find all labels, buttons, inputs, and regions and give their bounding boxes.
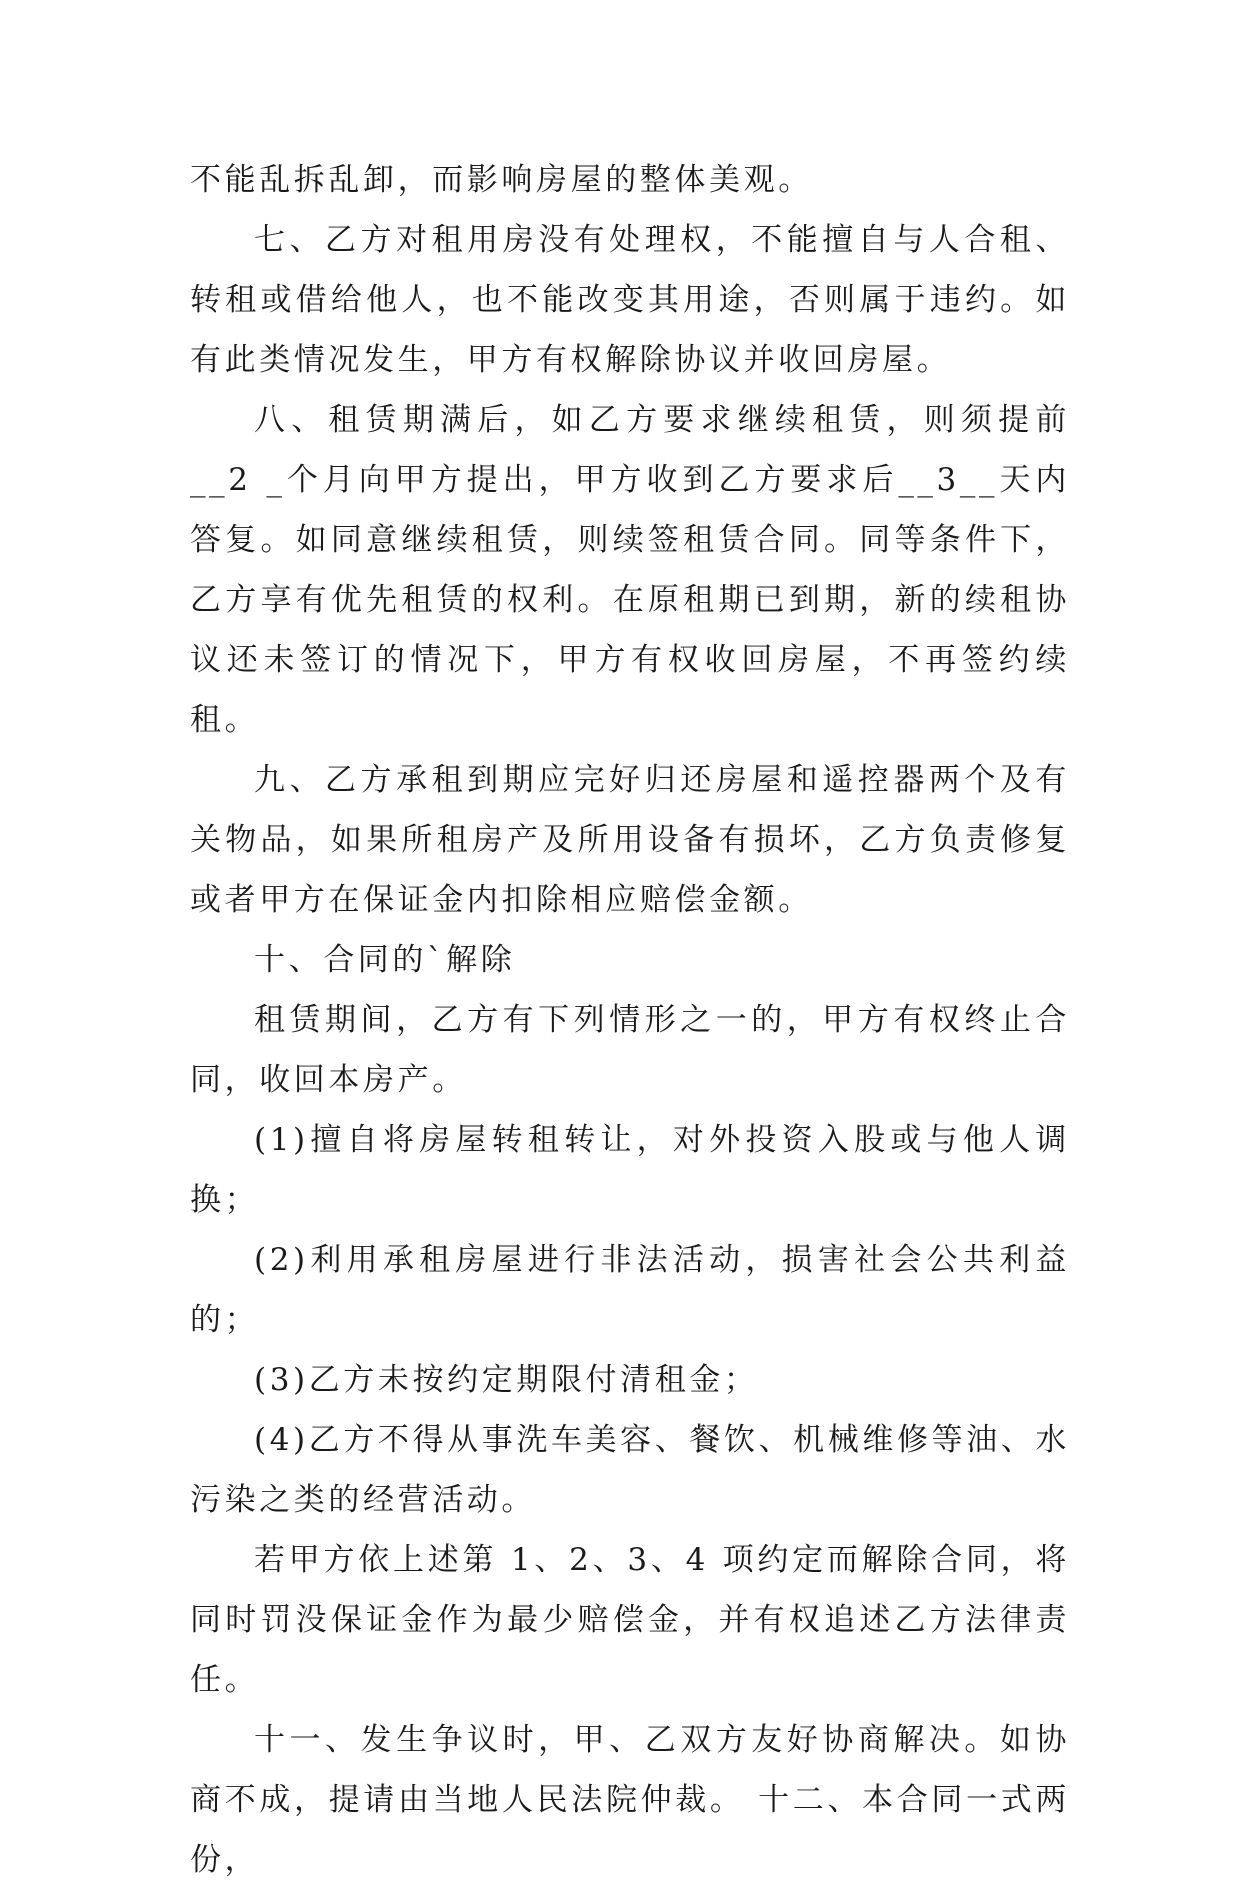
clause-8: 八、租赁期满后，如乙方要求继续租赁，则须提前__2 _个月向甲方提出，甲方收到乙方要求后__3__天内答复。如同意继续租赁，则续签租赁合同。同等条件下，乙方享有优先租赁的权利。在原租期已到期，新的续租协议还未签订的情况下，甲方有权收回房屋，不再签约续租。 xyxy=(190,402,1070,738)
clause-10-heading: 十、合同的`解除 xyxy=(254,942,516,978)
paragraph-continuation: 不能乱拆乱卸，而影响房屋的整体美观。 xyxy=(190,162,813,198)
clause-9: 九、乙方承租到期应完好归还房屋和遥控器两个及有关物品，如果所租房产及所用设备有损坏，乙方负责修复或者甲方在保证金内扣除相应赔偿金额。 xyxy=(190,762,1070,918)
clause-10-intro: 租赁期间，乙方有下列情形之一的，甲方有权终止合同，收回本房产。 xyxy=(190,1002,1070,1098)
clause-7: 七、乙方对租用房没有处理权，不能擅自与人合租、转租或借给他人，也不能改变其用途，否则属于违约。如有此类情况发生，甲方有权解除协议并收回房屋。 xyxy=(190,222,1070,378)
clause-10-penalty: 若甲方依上述第 1、2、3、4 项约定而解除合同，将同时罚没保证金作为最少赔偿金，并有权追述乙方法律责任。 xyxy=(190,1542,1070,1698)
clause-10-item-4: (4)乙方不得从事洗车美容、餐饮、机械维修等油、水污染之类的经营活动。 xyxy=(190,1422,1070,1518)
clause-11: 十一、发生争议时，甲、乙双方友好协商解决。如协商不成，提请由当地人民法院仲裁。 十二、本合同一式两份， xyxy=(190,1722,1070,1878)
clause-10-item-3: (3)乙方未按约定期限付清租金； xyxy=(254,1362,759,1398)
clause-10-item-2: (2)利用承租房屋进行非法活动，损害社会公共利益的； xyxy=(190,1242,1070,1338)
document-body xyxy=(190,150,1070,1890)
clause-10-item-1: (1)擅自将房屋转租转让，对外投资入股或与他人调换； xyxy=(190,1122,1070,1218)
